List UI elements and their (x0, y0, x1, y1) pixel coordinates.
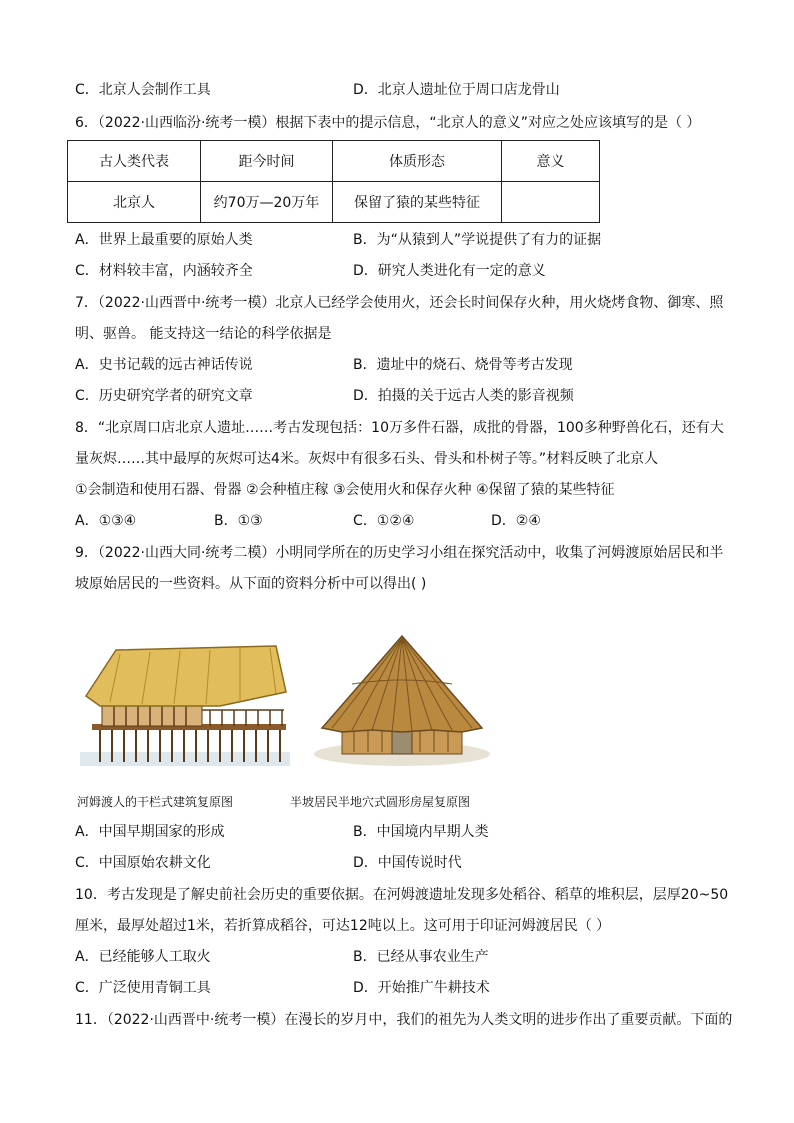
q10-option-b: B．已经从事农业生产 (353, 949, 489, 965)
q7-stem-line2: 明、驱兽。 能支持这一结论的科学依据是 (75, 326, 332, 342)
q8-statements: ①会制造和使用石器、骨器 ②会种植庄稼 ③会使用火和保存火种 ④保留了猿的某些特征 (75, 482, 615, 498)
table-header-cell: 古人类代表 (68, 141, 201, 182)
table-header-row (68, 141, 600, 182)
q10-option-c: C．广泛使用青铜工具 (75, 980, 211, 996)
q8-option-a: A．①③④ (75, 513, 137, 529)
q10-stem-line1: 10．考古发现是了解史前社会历史的重要依据。在河姆渡遗址发现多处稻谷、稻草的堆积层，层厚20~50 (75, 887, 729, 903)
q6-option-d: D．研究人类进化有一定的意义 (353, 263, 546, 279)
table-header-cell: 意义 (502, 141, 600, 182)
q8-stem-line2: 量灰烬……其中最厚的灰烬可达4米。灰烬中有很多石头、骨头和朴树子等。”材料反映了北京人 (75, 451, 659, 467)
q9-option-b: B．中国境内早期人类 (353, 824, 489, 840)
q8-stem-line1: 8．“北京周口店北京人遗址……考古发现包括：10万多件石器，成批的骨器，100多种野兽化石，还有大 (75, 420, 724, 436)
q10-stem-line2: 厘米，最厚处超过1米，若折算成稻谷，可达12吨以上。这可用于印证河姆渡居民（ ） (75, 918, 611, 934)
table-cell (502, 182, 600, 223)
q5-option-d: D．北京人遗址位于周口店龙骨山 (353, 82, 560, 98)
q8-option-b: B．①③ (214, 513, 263, 529)
q8-option-d: D．②④ (491, 513, 541, 529)
q7-option-a: A．史书记载的远古神话传说 (75, 357, 253, 373)
stilt-house-image (80, 640, 290, 770)
table-header-cell: 体质形态 (333, 141, 502, 182)
q6-option-a: A．世界上最重要的原始人类 (75, 232, 253, 248)
q9-option-d: D．中国传说时代 (353, 855, 462, 871)
table-cell: 北京人 (68, 182, 201, 223)
q6-option-b: B．为“从猿到人”学说提供了有力的证据 (353, 232, 602, 248)
table-cell: 约70万—20万年 (201, 182, 333, 223)
q10-option-a: A．已经能够人工取火 (75, 949, 211, 965)
table-row (68, 182, 600, 223)
q6-table (67, 140, 600, 223)
q8-option-c: C．①②④ (353, 513, 415, 529)
q7-stem-line1: 7．（2022·山西晋中·统考一模）北京人已经学会使用火，还会长时间保存火种，用火烧烤食物、御寒、照 (75, 295, 724, 311)
round-house-image (312, 632, 492, 772)
q7-option-c: C．历史研究学者的研究文章 (75, 388, 253, 404)
q10-option-d: D．开始推广牛耕技术 (353, 980, 490, 996)
q6-stem: 6．（2022·山西临汾·统考一模）根据下表中的提示信息，“北京人的意义”对应之处应该填写的是（ ） (75, 115, 701, 131)
table-header-cell: 距今时间 (201, 141, 333, 182)
q9-caption-left: 河姆渡人的干栏式建筑复原图 (77, 795, 234, 809)
q7-option-d: D．拍摄的关于远古人类的影音视频 (353, 388, 574, 404)
q11-stem-line1: 11．（2022·山西晋中·统考一模）在漫长的岁月中，我们的祖先为人类文明的进步作出了重要贡献。下面的 (75, 1012, 733, 1028)
q7-option-b: B．遗址中的烧石、烧骨等考古发现 (353, 357, 573, 373)
q9-option-c: C．中国原始农耕文化 (75, 855, 211, 871)
q9-stem-line2: 坡原始居民的一些资料。从下面的资料分析中可以得出( ) (75, 576, 427, 592)
q9-option-a: A．中国早期国家的形成 (75, 824, 225, 840)
q5-option-c: C．北京人会制作工具 (75, 82, 211, 98)
q6-option-c: C．材料较丰富，内涵较齐全 (75, 263, 253, 279)
q9-stem-line1: 9．（2022·山西大同·统考二模）小明同学所在的历史学习小组在探究活动中，收集了河姆渡原始居民和半 (75, 545, 724, 561)
table-cell: 保留了猿的某些特征 (333, 182, 502, 223)
q9-caption-right: 半坡居民半地穴式圆形房屋复原图 (290, 795, 471, 809)
